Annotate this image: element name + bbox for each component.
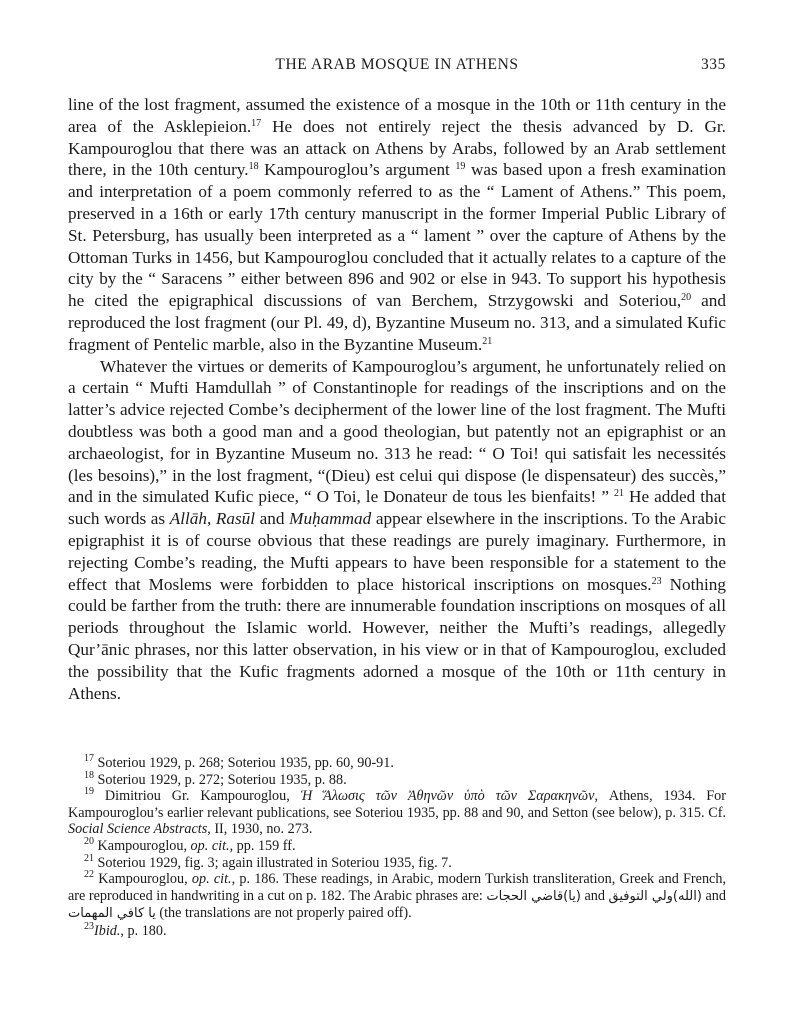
footnote-text: , pp. 159 ff. — [229, 837, 296, 854]
italic-term: Ibid. — [94, 922, 121, 939]
footnote-text: Soteriou 1929, p. 272; Soteriou 1935, p. 88. — [94, 771, 347, 788]
text: appear elsewhere in the inscriptions. To the Arabic epigraphist it is of course obvious that these readings are purely imaginary. Furthermore, in rejecting Combe’s reading, the Mufti appears to have been responsible for a statement to the effect that Moslems were forbidden to place historical inscriptions on mosques. — [68, 509, 727, 594]
footnote-text: Kampouroglou, — [94, 871, 192, 888]
italic-term: Social Science Abstracts — [68, 821, 208, 838]
footnote-ref: 21 — [614, 488, 624, 500]
text: and reproduced the lost fragment (our Pl. 49, d), Byzantine Museum no. 313, and a simulated Kufic fragment of Pentelic marble, also in the Byzantine Museum. — [68, 291, 726, 354]
footnote-number: 20 — [84, 835, 94, 847]
footnote-21 — [68, 852, 726, 872]
footnote-ref: 20 — [681, 292, 692, 304]
text: Nothing could be farther from the truth: there are innumerable foundation inscriptions on mosques of all periods throughout the Islamic world. However, neither the Mufti’s readings, allegedly Qur’ānic phrases, nor this latter observation, in his view or in that of Kampouroglou, excluded the possibility that the Kufic fragments adorned a mosque of the 10th or 11th century in Athens. — [68, 574, 726, 703]
text: He does not entirely reject the thesis advanced by D. Gr. Kampouroglou that there was an attack on Athens by Arabs, followed by an Arab settlement there, in the 10th century. — [68, 116, 726, 180]
arabic-phrase: (يا)قاضي الحجات — [486, 888, 581, 904]
footnote-ref: 23 — [651, 575, 662, 587]
footnote-number: 21 — [84, 852, 94, 864]
italic-term: Rasūl — [215, 509, 256, 529]
arabic-phrase: يا كافي المهمات — [68, 906, 156, 922]
footnote-ref: 17 — [251, 117, 262, 129]
italic-term: Allāh — [169, 509, 207, 529]
footnote-number: 17 — [84, 753, 94, 764]
footnote-text: , p. 180. — [120, 922, 167, 939]
footnote-text: Soteriou 1929, fig. 3; again illustrated in Soteriou 1935, fig. 7. — [94, 854, 452, 871]
footnote-number: 19 — [84, 786, 94, 798]
footnote-18 — [68, 769, 726, 789]
arabic-phrase: (الله)ولي التوفيق — [608, 888, 702, 904]
running-title: THE ARAB MOSQUE IN ATHENS — [275, 56, 519, 73]
text: was based upon a fresh examination and interpretation of a poem commonly referred to as the “ Lament of Athens.” This poem, preserved in a 16th or early 17th century manuscript in the former Imperial Public Library of St. Petersburg, has usually been interpreted as a “ lament ” over the capture of Athens by the Ottoman Turks in 1456, but Kampouroglou concluded that it actually relates to a capture of the city by the “ Saracens ” either between 896 and 902 or else in 943. To support his hypothesis he cited the epigraphical discussions of van Berchem, Strzygowski and Soteriou, — [68, 160, 726, 311]
italic-term: op. cit. — [190, 837, 230, 854]
footnote-text: Dimitriou Gr. Kampouroglou, — [94, 788, 301, 805]
footnote-17 — [68, 755, 726, 772]
text: , — [206, 509, 216, 529]
footnote-ref: 21 — [482, 335, 493, 347]
page-number: 335 — [700, 56, 726, 73]
text: Whatever the virtues or demerits of Kampouroglou’s argument, he unfortunately relied on a certain “ Mufti Hamdullah ” of Constantinople for readings of the inscriptions and on the latter’s advice rejected Combe’s decipherment of the lower line of the lost fragment. The Mufti doubtless was both a good man and a good theologian, but patently not an epigraphist or an archaeologist, for in Byzantine Museum no. 313 he read: “ O Toi! qui satisfait les necessités (les besoins),” in the lost fragment, “(Dieu) est celui qui dispose (le dispensateur) des succès,” and in the simulated Kufic piece, “ O Toi, le Donateur de tous les bienfaits! ” — [68, 356, 726, 507]
footnote-text: and — [580, 887, 609, 904]
greek-title: Ἡ Ἅλωσις τῶν Ἀθηνῶν ὑπὸ τῶν Σαρακηνῶν — [300, 788, 595, 805]
italic-term: Muḥammad — [289, 509, 372, 529]
footnote-text: Soteriou 1929, p. 268; Soteriou 1935, pp. 60, 90-91. — [94, 755, 394, 771]
running-header — [68, 56, 726, 80]
footnote-text: , II, 1930, no. 273. — [207, 821, 313, 838]
footnote-number: 23 — [84, 920, 94, 932]
text: Kampouroglou’s argument — [258, 160, 456, 180]
italic-term: op. cit. — [191, 871, 232, 888]
footnote-text: , Athens, 1934. For Kampouroglou’s earlier relevant publications, see Soteriou 1935, pp. 88 and 90, and Setton (see below), p. 315. Cf. — [68, 788, 726, 821]
footnote-20 — [68, 835, 726, 855]
footnote-ref: 18 — [248, 161, 259, 173]
footnote-text: , p. 186. These readings, in Arabic, modern Turkish transliteration, Greek and French, are reproduced in handwriting in a cut on p. 182. The Arabic phrases are: — [68, 871, 726, 904]
paragraph-2 — [68, 356, 726, 705]
footnote-23 — [68, 920, 726, 940]
text: line of the lost fragment, assumed the existence of a mosque in the 10th or 11th century in the area of the Asklepieion. — [68, 95, 726, 136]
text: and — [255, 509, 290, 529]
footnote-number: 22 — [84, 869, 94, 881]
text: He added that such words as — [68, 487, 726, 529]
main-text — [68, 94, 726, 704]
footnotes — [68, 755, 726, 940]
footnote-number: 18 — [84, 769, 94, 781]
footnote-text: Kampouroglou, — [94, 837, 191, 854]
footnote-22 — [68, 871, 726, 923]
footnote-text: (the translations are not properly paired off). — [155, 905, 412, 922]
footnote-19 — [68, 788, 726, 838]
paragraph-1 — [68, 94, 726, 356]
footnote-text: and — [701, 887, 726, 904]
footnote-ref: 19 — [455, 161, 466, 173]
